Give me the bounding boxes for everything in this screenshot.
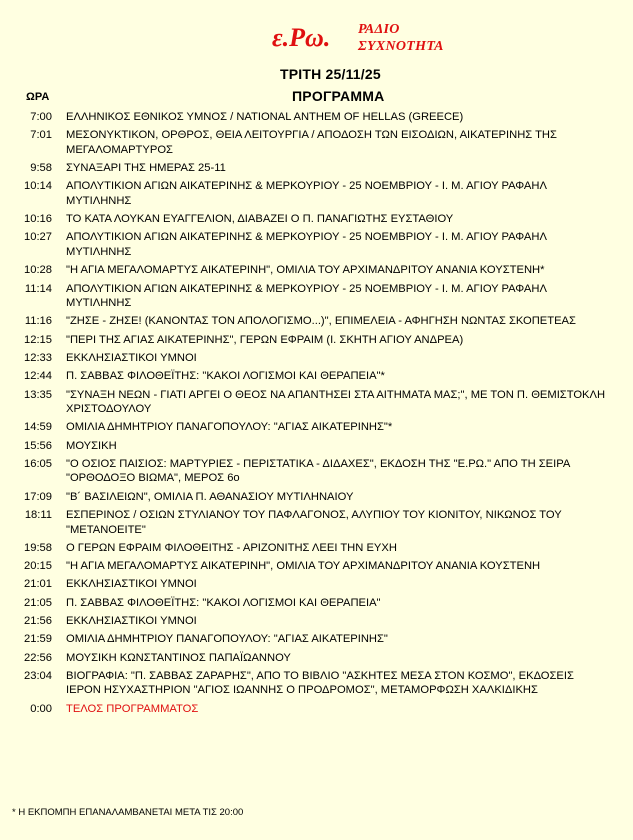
schedule-time: 7:00 xyxy=(30,111,52,123)
schedule-title: ΒΙΟΓΡΑΦΙΑ: "Π. ΣΑΒΒΑΣ ΖΑΡΑΡΗΣ", ΑΠΟ ΤΟ ΒΙΒΛΙΟ "ΑΣΚΗΤΕΣ ΜΕΣΑ ΣΤΟΝ ΚΟΣΜΟ", ΕΚΔΟΣΕΙΣ ΙΕΡΟΝ ΗΣΥΧΑΣΤΗΡΙΟΝ "ΑΓΙΟΣ ΙΩΑΝΝΗΣ Ο ΠΡΟΔΡΟΜΟΣ", ΜΕΤΑΜΟΡΦΩΣΗ ΧΑΛΚΙΔΙΚΗΣ xyxy=(66,669,574,697)
schedule-title: ΤΟ ΚΑΤΑ ΛΟΥΚΑΝ ΕΥΑΓΓΕΛΙΟΝ, ΔΙΑΒΑΖΕΙ Ο Π. ΠΑΝΑΓΙΩΤΗΣ ΕΥΣΤΑΘΙΟΥ xyxy=(66,213,454,226)
schedule-row xyxy=(0,314,633,329)
schedule-row xyxy=(0,179,633,208)
schedule-row xyxy=(0,457,633,486)
schedule-title: ΜΟΥΣΙΚΗ ΚΩΝΣΤΑΝΤΙΝΟΣ ΠΑΠΑΪΩΑΝΝΟΥ xyxy=(66,651,291,664)
schedule-time: 21:01 xyxy=(24,578,52,591)
schedule-time: 19:58 xyxy=(24,541,52,554)
schedule-title: ΟΜΙΛΙΑ ΔΗΜΗΤΡΙΟΥ ΠΑΝΑΓΟΠΟΥΛΟΥ: "ΑΓΙΑΣ ΑΙΚΑΤΕΡΙΝΗΣ" xyxy=(66,633,388,646)
schedule-row xyxy=(0,388,633,417)
schedule-title: "ΣΥΝΑΞΗ ΝΕΩΝ - ΓΙΑΤΙ ΑΡΓΕΙ Ο ΘΕΟΣ ΝΑ ΑΠΑΝΤΗΣΕΙ ΣΤΑ ΑΙΤΗΜΑΤΑ ΜΑΣ;", ΜΕ ΤΟΝ Π. ΘΕΜΙΣΤΟΚΛΗ ΧΡΙΣΤΟΔΟΥΛΟΥ xyxy=(66,388,606,416)
schedule-row xyxy=(0,333,633,348)
schedule-row xyxy=(0,369,633,384)
schedule-time: 11:14 xyxy=(24,282,52,295)
schedule-time: 18:11 xyxy=(24,509,52,522)
schedule-title: Π. ΣΑΒΒΑΣ ΦΙΛΟΘΕΪΤΗΣ: "ΚΑΚΟΙ ΛΟΓΙΣΜΟΙ ΚΑΙ ΘΕΡΑΠΕΙΑ" xyxy=(66,596,381,609)
schedule-title: ΕΣΠΕΡΙΝΟΣ / ΟΣΙΩΝ ΣΤΥΛΙΑΝΟΥ ΤΟΥ ΠΑΦΛΑΓΟΝΟΣ, ΑΛΥΠΙΟΥ ΤΟΥ ΚΙΟΝΙΤΟΥ, ΝΙΚΩΝΟΣ ΤΟΥ "ΜΕΤΑΝΟΕΙΤΕ" xyxy=(66,509,562,536)
schedule-row xyxy=(0,230,633,259)
schedule-row xyxy=(0,161,633,176)
schedule-time: 0:00 xyxy=(30,702,52,715)
schedule-title: ΕΚΚΛΗΣΙΑΣΤΙΚΟΙ ΥΜΝΟΙ xyxy=(66,351,197,364)
schedule-row xyxy=(0,632,633,647)
logo-subtitle xyxy=(358,21,444,55)
schedule-row xyxy=(0,614,633,629)
schedule-row xyxy=(0,439,633,454)
schedule-time: 12:44 xyxy=(24,370,52,383)
schedule-time: 22:56 xyxy=(24,651,52,664)
schedule-time: 10:27 xyxy=(24,231,52,244)
schedule-row xyxy=(0,128,633,157)
schedule-row xyxy=(0,651,633,666)
schedule-title: ΜΟΥΣΙΚΗ xyxy=(66,439,117,452)
schedule-title: "Η ΑΓΙΑ ΜΕΓΑΛΟΜΑΡΤΥΣ ΑΙΚΑΤΕΡΙΝΗ", ΟΜΙΛΙΑ ΤΟΥ ΑΡΧΙΜΑΝΔΡΙΤΟΥ ΑΝΑΝΙΑ ΚΟΥΣΤΕΝΗ* xyxy=(66,264,545,277)
schedule-time: 10:16 xyxy=(24,213,52,226)
schedule-time: 7:01 xyxy=(30,129,52,142)
schedule-title: ΤΕΛΟΣ ΠΡΟΓΡΑΜΜΑΤΟΣ xyxy=(66,702,199,715)
schedule-row xyxy=(0,282,633,311)
logo-subtitle-radio: ΡΑΔΙΟ xyxy=(358,22,400,37)
schedule-title: Π. ΣΑΒΒΑΣ ΦΙΛΟΘΕΪΤΗΣ: "ΚΑΚΟΙ ΛΟΓΙΣΜΟΙ ΚΑΙ ΘΕΡΑΠΕΙΑ"* xyxy=(66,370,385,383)
time-column-header: ΩΡΑ xyxy=(26,91,50,103)
schedule-time: 12:15 xyxy=(24,333,52,346)
schedule-time: 21:05 xyxy=(24,596,52,609)
schedule-title: "ΠΕΡΙ ΤΗΣ ΑΓΙΑΣ ΑΙΚΑΤΕΡΙΝΗΣ", ΓΕΡΩΝ ΕΦΡΑΙΜ (Ι. ΣΚΗΤΗ ΑΓΙΟΥ ΑΝΔΡΕΑ) xyxy=(66,333,464,346)
logo: ε.Ρω. xyxy=(272,23,331,52)
schedule-row xyxy=(0,420,633,435)
schedule-time: 9:58 xyxy=(30,162,52,175)
schedule-time: 14:59 xyxy=(24,421,52,434)
schedule-time: 10:14 xyxy=(24,180,52,193)
schedule-row xyxy=(0,669,633,698)
logo-subtitle-frequency: ΣΥΧΝΟΤΗΤΑ xyxy=(358,39,444,54)
schedule-time: 21:59 xyxy=(24,633,52,646)
schedule-time: 10:28 xyxy=(24,264,52,277)
program-column-header: ΠΡΟΓΡΑΜΜΑ xyxy=(292,88,385,104)
schedule-time: 20:15 xyxy=(24,560,52,573)
schedule-time: 13:35 xyxy=(24,388,52,401)
schedule-title: "Β´ ΒΑΣΙΛΕΙΩΝ", ΟΜΙΛΙΑ Π. ΑΘΑΝΑΣΙΟΥ ΜΥΤΙΛΗΝΑΙΟΥ xyxy=(66,490,354,503)
schedule-row xyxy=(0,490,633,505)
schedule-row xyxy=(0,541,633,556)
schedule-time: 16:05 xyxy=(24,457,52,470)
schedule-title: ΣΥΝΑΞΑΡΙ ΤΗΣ ΗΜΕΡΑΣ 25-11 xyxy=(66,162,226,175)
schedule-time: 23:04 xyxy=(24,669,52,682)
schedule-title: ΕΚΚΛΗΣΙΑΣΤΙΚΟΙ ΥΜΝΟΙ xyxy=(66,578,197,591)
schedule-date: ΤΡΙΤΗ 25/11/25 xyxy=(280,66,381,82)
schedule-time: 15:56 xyxy=(24,439,52,452)
footnote: * Η ΕΚΠΟΜΠΗ ΕΠΑΝΑΛΑΜΒΑΝΕΤΑΙ ΜΕΤΑ ΤΙΣ 20:00 xyxy=(12,807,244,818)
schedule-list xyxy=(0,110,633,720)
schedule-title: "Η ΑΓΙΑ ΜΕΓΑΛΟΜΑΡΤΥΣ ΑΙΚΑΤΕΡΙΝΗ", ΟΜΙΛΙΑ ΤΟΥ ΑΡΧΙΜΑΝΔΡΙΤΟΥ ΑΝΑΝΙΑ ΚΟΥΣΤΕΝΗ xyxy=(66,560,541,573)
schedule-row xyxy=(0,559,633,574)
schedule-title: ΑΠΟΛΥΤΙΚΙΟΝ ΑΓΙΩΝ ΑΙΚΑΤΕΡΙΝΗΣ & ΜΕΡΚΟΥΡΙΟΥ - 25 ΝΟΕΜΒΡΙΟΥ - Ι. Μ. ΑΓΙΟΥ ΡΑΦΑΗΛ ΜΥΤΙΛΗΝΗΣ xyxy=(66,180,547,207)
schedule-time: 21:56 xyxy=(24,615,52,628)
schedule-row xyxy=(0,596,633,611)
schedule-row xyxy=(0,263,633,278)
schedule-row xyxy=(0,110,633,125)
schedule-title: ΕΚΚΛΗΣΙΑΣΤΙΚΟΙ ΥΜΝΟΙ xyxy=(66,615,197,628)
schedule-title: "Ο ΟΣΙΟΣ ΠΑΙΣΙΟΣ: ΜΑΡΤΥΡΙΕΣ - ΠΕΡΙΣΤΑΤΙΚΑ - ΔΙΔΑΧΕΣ", ΕΚΔΟΣΗ ΤΗΣ "Ε.ΡΩ." ΑΠΟ ΤΗ ΣΕΙΡΑ "ΟΡΘΟΔΟΞΟ ΒΙΩΜΑ", ΜΕΡΟΣ 6ο xyxy=(66,457,570,485)
schedule-time: 12:33 xyxy=(24,351,52,364)
schedule-title: ΑΠΟΛΥΤΙΚΙΟΝ ΑΓΙΩΝ ΑΙΚΑΤΕΡΙΝΗΣ & ΜΕΡΚΟΥΡΙΟΥ - 25 ΝΟΕΜΒΡΙΟΥ - Ι. Μ. ΑΓΙΟΥ ΡΑΦΑΗΛ ΜΥΤΙΛΗΝΗΣ xyxy=(66,231,547,258)
schedule-row xyxy=(0,577,633,592)
schedule-title: ΜΕΣΟΝΥΚΤΙΚΟΝ, ΟΡΘΡΟΣ, ΘΕΙΑ ΛΕΙΤΟΥΡΓΙΑ / ΑΠΟΔΟΣΗ ΤΩΝ ΕΙΣΟΔΙΩΝ, ΑΙΚΑΤΕΡΙΝΗΣ ΤΗΣ ΜΕΓΑΛΟΜΑΡΤΥΡΟΣ xyxy=(66,129,557,156)
schedule-row xyxy=(0,508,633,537)
schedule-title: ΟΜΙΛΙΑ ΔΗΜΗΤΡΙΟΥ ΠΑΝΑΓΟΠΟΥΛΟΥ: "ΑΓΙΑΣ ΑΙΚΑΤΕΡΙΝΗΣ"* xyxy=(66,421,393,434)
schedule-row xyxy=(0,351,633,366)
schedule-row xyxy=(0,212,633,227)
schedule-time: 11:16 xyxy=(24,315,52,328)
schedule-title: ΑΠΟΛΥΤΙΚΙΟΝ ΑΓΙΩΝ ΑΙΚΑΤΕΡΙΝΗΣ & ΜΕΡΚΟΥΡΙΟΥ - 25 ΝΟΕΜΒΡΙΟΥ - Ι. Μ. ΑΓΙΟΥ ΡΑΦΑΗΛ ΜΥΤΙΛΗΝΗΣ xyxy=(66,282,547,310)
schedule-title: ΕΛΛΗΝΙΚΟΣ ΕΘΝΙΚΟΣ ΥΜΝΟΣ / NATIONAL ANTHEM OF HELLAS (GREECE) xyxy=(66,111,464,123)
schedule-row xyxy=(0,702,633,717)
schedule-time: 17:09 xyxy=(24,490,52,503)
schedule-title: "ΖΗΣΕ - ΖΗΣΕ! (ΚΑΝΟΝΤΑΣ ΤΟΝ ΑΠΟΛΟΓΙΣΜΟ...)", ΕΠΙΜΕΛΕΙΑ - ΑΦΗΓΗΣΗ ΝΩΝΤΑΣ ΣΚΟΠΕΤΕΑΣ xyxy=(66,315,576,328)
schedule-title: Ο ΓΕΡΩΝ ΕΦΡΑΙΜ ΦΙΛΟΘΕΙΤΗΣ - ΑΡΙΖΟΝΙΤΗΣ ΛΕΕΙ ΤΗΝ ΕΥΧΗ xyxy=(66,541,397,554)
